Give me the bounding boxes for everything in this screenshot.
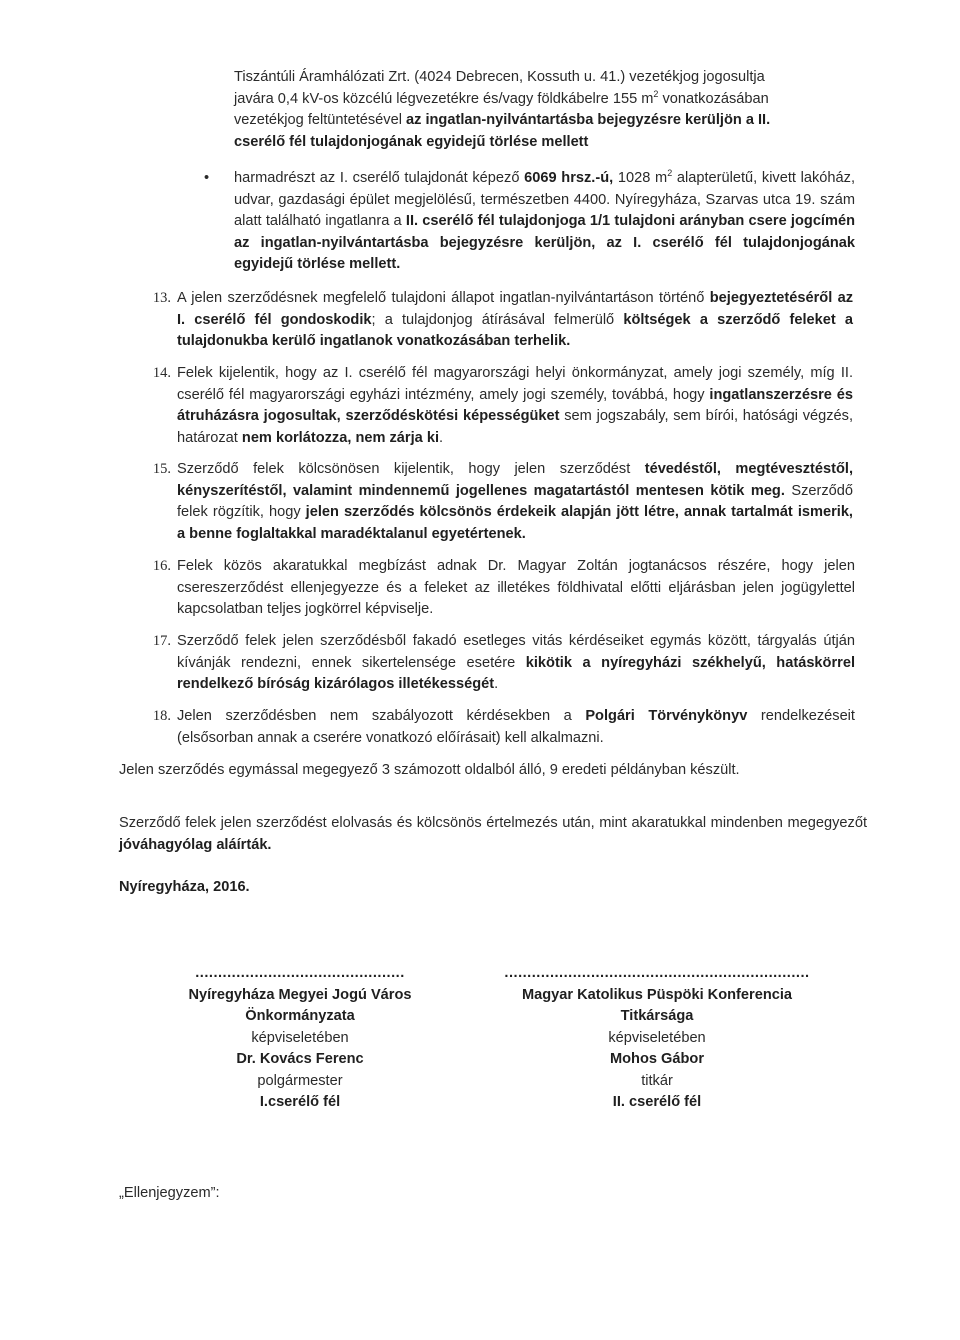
clause-13: 13. A jelen szerződésnek megfelelő tulajdoni állapot ingatlan-nyilvántartáson történő bejegyeztetéséről az I. cserélő fél gondoskodik; a tulajdonjog átírásával felmerülő költségek a szerződő feleket a tulajdonukba kerülő ingatlanok vonatkozásában terhelik. [177,288,853,353]
signer-name: Mohos Gábor [609,1051,705,1067]
signer-party: I.cserélő fél [259,1094,341,1110]
signature-line: ................................................................... [504,965,810,981]
bullet-paragraph: • harmadrészt az I. cserélő tulajdonát képező 6069 hrsz.-ú, 1028 $m^2$ alapterületű, kivett lakóház, udvar, gazdasági épület megjelölésű, természetben 4400. Nyíregyháza, Szarvas utca 19. szám alatt található ingatlanra a II. cserélő fél tulajdonjoga 1/1 tulajdoni arányban csere jogcímén az ingatlan-nyilvántartásba bejegyzésre kerüljön, az I. cserélő fél tulajdonjogának egyidejű törlése mellett. [204,168,855,272]
signer-organization: Nyíregyháza Megyei Jogú Város [188,986,412,1003]
clause-number: 14. [152,365,171,381]
signer-organization: Magyar Katolikus Püspöki Konferencia [521,986,793,1003]
closing-copies-note: Jelen szerződés egymással megegyező 3 számozott oldalból álló, 9 eredeti példányban készült. [119,762,740,778]
clause-number: 17. [152,633,171,649]
signature-block-right [502,963,812,1114]
intro-paragraph [234,67,854,153]
signer-organization-2: Titkársága [620,1008,694,1024]
clause-number: 13. [152,290,171,306]
clause-number: 16. [152,558,171,574]
intro-line-2: javára 0,4 kV-os közcélú légvezetékre és/vagy földkábelre 155 $m^2$ vonatkozásában [234,88,769,107]
signature-line: .............................................. [195,965,405,981]
signer-representation: képviseletében [251,1029,349,1046]
countersign-label: „Ellenjegyzem”: [119,1185,220,1201]
intro-line-3: vezetékjog feltüntetésével az ingatlan-nyilvántartásba bejegyzésre kerüljön a II. [234,112,771,128]
closing-signature-statement: Szerződő felek jelen szerződést elolvasás és kölcsönös értelmezés után, mint akaratukkal mindenben megegyezőt jóváhagyólag aláírták. [119,815,867,853]
clause-18: 18. Jelen szerződésben nem szabályozott kérdésekben a Polgári Törvénykönyv rendelkezéseit (elsősorban annak a cserére vonatkozó előírásait) kell alkalmazni. [177,706,855,749]
clause-15: 15. Szerződő felek kölcsönösen kijelentik, hogy jelen szerződést tévedéstől, megtévesztéstől, kényszerítéstől, valamint mindennemű jogellenes magatartástól mentesen kötik meg. Szerződő felek rögzítik, hogy jelen szerződés kölcsönös érdekeik alapján jött létre, annak tartalmát ismerik, a benne foglaltakkal maradéktalanul egyetértenek. [177,459,853,545]
signature-block-left [160,963,440,1114]
clause-number: 18. [152,708,171,724]
bullet-icon: • [204,170,210,186]
signer-title: polgármester [257,1072,343,1089]
signer-representation: képviseletében [608,1029,706,1046]
intro-line-1: Tiszántúli Áramhálózati Zrt. (4024 Debrecen, Kossuth u. 41.) vezetékjog jogosultja [234,69,765,85]
intro-line-4: cserélő fél tulajdonjogának egyidejű törlése mellett [234,133,589,150]
clause-17: 17. Szerződő felek jelen szerződésből fakadó esetleges vitás kérdéseiket egymás között, tárgyalás útján kívánják rendezni, ennek sikertelensége esetére kikötik a nyíregyházi székhelyű, hatáskörrel rendelkező bíróság kizárólagos illetékességét. [177,631,855,696]
signer-organization-2: Önkormányzata [245,1008,355,1024]
clause-number: 15. [152,461,171,477]
signer-title: titkár [641,1072,673,1089]
signer-name: Dr. Kovács Ferenc [236,1051,364,1067]
place-and-date: Nyíregyháza, 2016. [119,879,250,895]
clause-14: 14. Felek kijelentik, hogy az I. cserélő fél magyarországi helyi önkormányzat, amely jogi személy, míg II. cserélő fél magyarországi egyházi intézmény, amely jogi személy, továbbá, hogy ingatlanszerzésre és átruházásra jogosultak, szerződéskötési képességüket sem jogszabály, sem bírói, hatósági végzés, határozat nem korlátozza, nem zárja ki. [177,363,853,449]
clause-16: 16. Felek közös akaratukkal megbízást adnak Dr. Magyar Zoltán jogtanácsos részére, hogy jelen csereszerződést ellenjegyezze és a feleket az illetékes földhivatal előtti eljárásban jelen jogügylettel kapcsolatban teljes jogkörrel képviselje. [177,556,855,621]
signer-party: II. cserélő fél [612,1094,702,1110]
